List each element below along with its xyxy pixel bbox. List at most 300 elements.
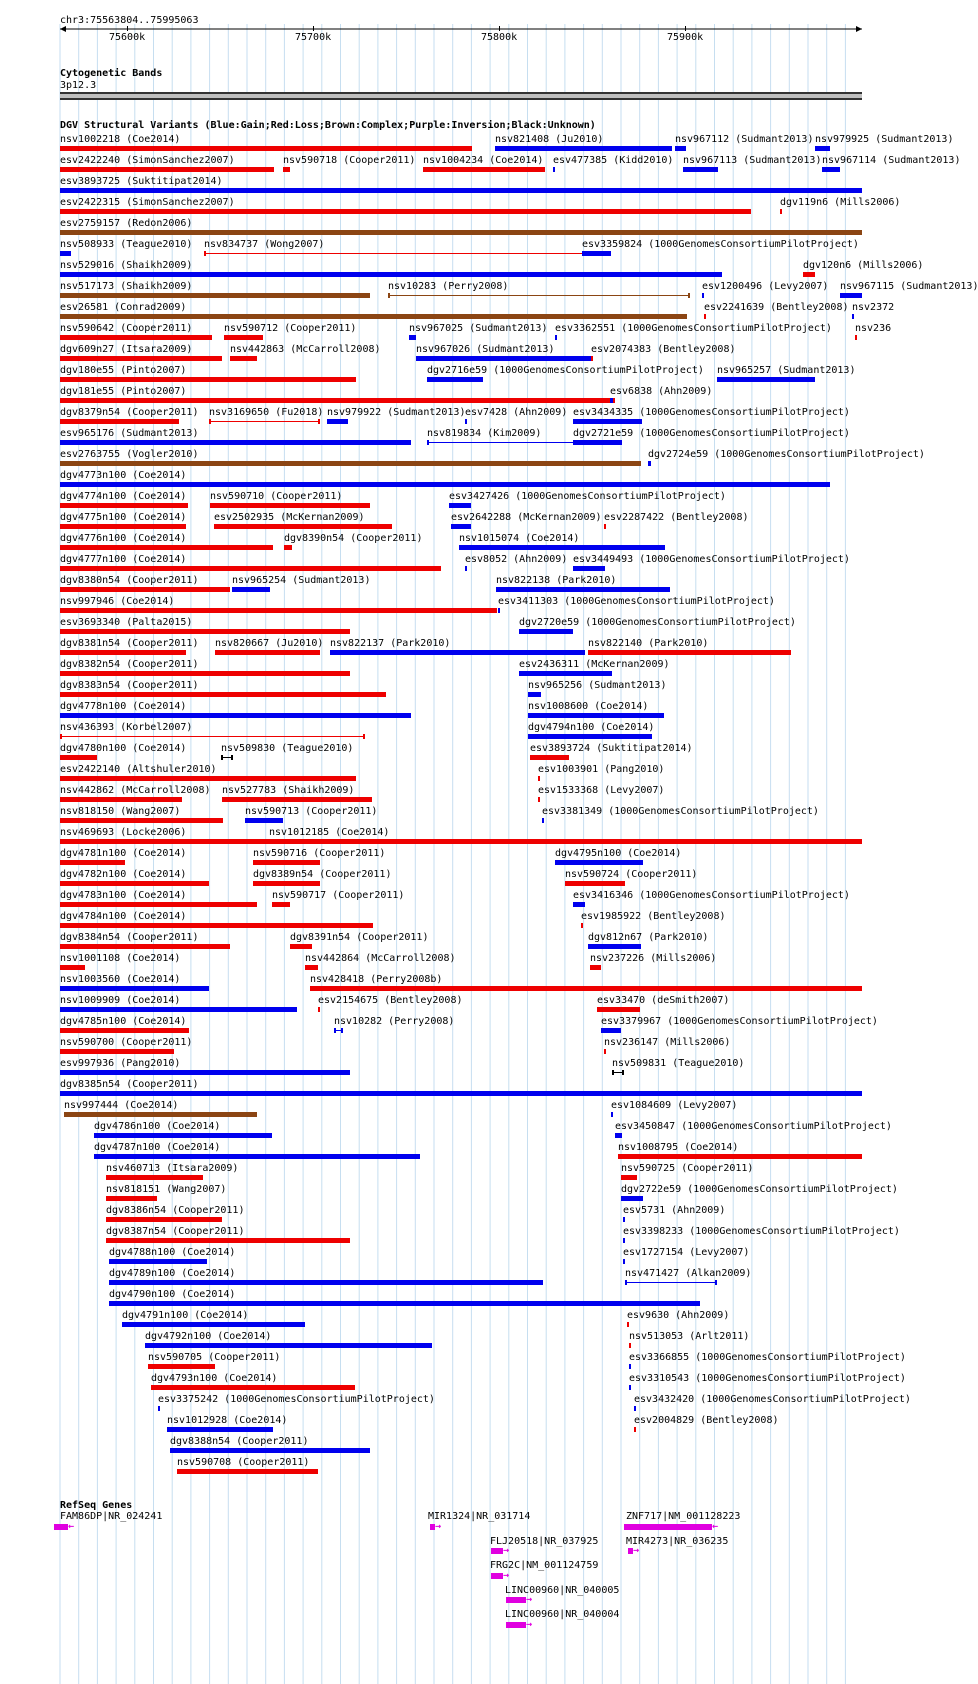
- variant-bar[interactable]: [60, 818, 223, 823]
- variant-bar[interactable]: [60, 146, 472, 151]
- gene-model[interactable]: [491, 1573, 503, 1579]
- variant-label[interactable]: esv3434335 (1000GenomesConsortiumPilotProject): [573, 407, 850, 418]
- variant-label[interactable]: esv2502935 (McKernan2009): [214, 512, 365, 523]
- variant-bar[interactable]: [60, 398, 615, 403]
- variant-label[interactable]: dgv2721e59 (1000GenomesConsortiumPilotProject): [573, 428, 850, 439]
- variant-bar[interactable]: [604, 1049, 606, 1054]
- variant-label[interactable]: dgv8388n54 (Cooper2011): [170, 1436, 309, 1447]
- variant-bar[interactable]: [60, 587, 230, 592]
- variant-label[interactable]: nsv1008795 (Coe2014): [618, 1142, 739, 1153]
- variant-label[interactable]: nsv590712 (Cooper2011): [224, 323, 357, 334]
- variant-label[interactable]: dgv8384n54 (Cooper2011): [60, 932, 199, 943]
- variant-bar[interactable]: [60, 209, 751, 214]
- variant-label[interactable]: dgv4781n100 (Coe2014): [60, 848, 187, 859]
- variant-bar[interactable]: [629, 1364, 631, 1369]
- variant-label[interactable]: esv3416346 (1000GenomesConsortiumPilotProject): [573, 890, 850, 901]
- variant-label[interactable]: dgv4793n100 (Coe2014): [151, 1373, 278, 1384]
- variant-bar[interactable]: [253, 860, 320, 865]
- variant-label[interactable]: dgv4782n100 (Coe2014): [60, 869, 187, 880]
- variant-bar[interactable]: [60, 230, 862, 235]
- variant-bar[interactable]: [621, 1175, 637, 1180]
- variant-bar[interactable]: [60, 335, 212, 340]
- variant-bar[interactable]: [318, 1007, 320, 1012]
- variant-bar[interactable]: [60, 1070, 350, 1075]
- variant-bar[interactable]: [60, 965, 85, 970]
- variant-label[interactable]: esv2422240 (SimonSanchez2007): [60, 155, 235, 166]
- variant-label[interactable]: nsv967026 (Sudmant2013): [416, 344, 555, 355]
- variant-label[interactable]: nsv822137 (Park2010): [330, 638, 451, 649]
- variant-label[interactable]: esv5731 (Ahn2009): [623, 1205, 726, 1216]
- variant-label[interactable]: esv3449493 (1000GenomesConsortiumPilotProject): [573, 554, 850, 565]
- variant-bar[interactable]: [60, 629, 350, 634]
- variant-bar[interactable]: [604, 524, 606, 529]
- variant-label[interactable]: nsv509830 (Teague2010): [221, 743, 354, 754]
- variant-bar[interactable]: [623, 1238, 625, 1243]
- variant-bar[interactable]: [528, 734, 652, 739]
- variant-label[interactable]: nsv820667 (Ju2010): [215, 638, 324, 649]
- variant-label[interactable]: dgv8382n54 (Cooper2011): [60, 659, 199, 670]
- variant-bar[interactable]: [167, 1427, 273, 1432]
- variant-label[interactable]: dgv4784n100 (Coe2014): [60, 911, 187, 922]
- variant-label[interactable]: nsv979922 (Sudmant2013): [327, 407, 466, 418]
- variant-bar[interactable]: [310, 986, 862, 991]
- variant-label[interactable]: esv9630 (Ahn2009): [627, 1310, 730, 1321]
- variant-label[interactable]: esv8052 (Ahn2009): [465, 554, 568, 565]
- variant-bar[interactable]: [423, 167, 545, 172]
- variant-bar[interactable]: [528, 692, 541, 697]
- variant-label[interactable]: dgv8386n54 (Cooper2011): [106, 1205, 245, 1216]
- variant-label[interactable]: dgv4774n100 (Coe2014): [60, 491, 187, 502]
- variant-bar[interactable]: [388, 295, 690, 296]
- variant-label[interactable]: nsv997444 (Coe2014): [64, 1100, 179, 1111]
- variant-label[interactable]: dgv4795n100 (Coe2014): [555, 848, 682, 859]
- variant-label[interactable]: nsv2372: [852, 302, 895, 313]
- variant-bar[interactable]: [538, 776, 540, 781]
- variant-label[interactable]: nsv1001108 (Coe2014): [60, 953, 181, 964]
- variant-label[interactable]: nsv509831 (Teague2010): [612, 1058, 745, 1069]
- variant-bar[interactable]: [209, 421, 320, 422]
- gene-label[interactable]: LINC00960|NR_040004: [505, 1609, 620, 1620]
- variant-bar[interactable]: [60, 167, 274, 172]
- variant-label[interactable]: esv2422140 (Altshuler2010): [60, 764, 217, 775]
- variant-label[interactable]: dgv8383n54 (Cooper2011): [60, 680, 199, 691]
- variant-label[interactable]: nsv965256 (Sudmant2013): [528, 680, 667, 691]
- variant-label[interactable]: nsv10283 (Perry2008): [388, 281, 509, 292]
- variant-bar[interactable]: [610, 398, 613, 403]
- variant-bar[interactable]: [106, 1175, 203, 1180]
- variant-label[interactable]: dgv812n67 (Park2010): [588, 932, 709, 943]
- variant-bar[interactable]: [530, 755, 569, 760]
- variant-label[interactable]: dgv2724e59 (1000GenomesConsortiumPilotProject): [648, 449, 925, 460]
- variant-label[interactable]: nsv590700 (Cooper2011): [60, 1037, 193, 1048]
- variant-label[interactable]: esv3893724 (Suktitipat2014): [530, 743, 693, 754]
- variant-label[interactable]: nsv1012928 (Coe2014): [167, 1415, 288, 1426]
- variant-label[interactable]: esv997936 (Pang2010): [60, 1058, 181, 1069]
- variant-bar[interactable]: [621, 1196, 643, 1201]
- variant-label[interactable]: nsv1015074 (Coe2014): [459, 533, 580, 544]
- variant-label[interactable]: esv3359824 (1000GenomesConsortiumPilotProject): [582, 239, 859, 250]
- variant-label[interactable]: nsv967115 (Sudmant2013): [840, 281, 978, 292]
- variant-bar[interactable]: [170, 1448, 370, 1453]
- variant-label[interactable]: esv6838 (Ahn2009): [610, 386, 713, 397]
- variant-bar[interactable]: [232, 587, 270, 592]
- cytoband-bar[interactable]: [60, 92, 862, 100]
- variant-label[interactable]: dgv4777n100 (Coe2014): [60, 554, 187, 565]
- variant-label[interactable]: nsv979925 (Sudmant2013): [815, 134, 954, 145]
- gene-model[interactable]: [624, 1524, 712, 1530]
- variant-bar[interactable]: [519, 671, 612, 676]
- variant-bar[interactable]: [573, 902, 585, 907]
- variant-bar[interactable]: [60, 461, 641, 466]
- variant-bar[interactable]: [60, 524, 186, 529]
- variant-bar[interactable]: [60, 860, 125, 865]
- variant-label[interactable]: esv3375242 (1000GenomesConsortiumPilotProject): [158, 1394, 435, 1405]
- variant-label[interactable]: nsv965257 (Sudmant2013): [717, 365, 856, 376]
- variant-bar[interactable]: [449, 503, 471, 508]
- variant-label[interactable]: nsv428418 (Perry2008b): [310, 974, 443, 985]
- variant-label[interactable]: dgv8390n54 (Cooper2011): [284, 533, 423, 544]
- variant-label[interactable]: nsv965254 (Sudmant2013): [232, 575, 371, 586]
- variant-label[interactable]: dgv8379n54 (Cooper2011): [60, 407, 199, 418]
- variant-bar[interactable]: [623, 1259, 625, 1264]
- variant-label[interactable]: esv3366855 (1000GenomesConsortiumPilotProject): [629, 1352, 906, 1363]
- variant-label[interactable]: nsv460713 (Itsara2009): [106, 1163, 239, 1174]
- variant-bar[interactable]: [253, 881, 320, 886]
- variant-bar[interactable]: [60, 272, 722, 277]
- variant-label[interactable]: esv2004829 (Bentley2008): [634, 1415, 779, 1426]
- variant-bar[interactable]: [597, 1007, 640, 1012]
- variant-label[interactable]: dgv4780n100 (Coe2014): [60, 743, 187, 754]
- variant-bar[interactable]: [94, 1133, 272, 1138]
- variant-bar[interactable]: [60, 1091, 862, 1096]
- variant-bar[interactable]: [204, 253, 584, 254]
- variant-bar[interactable]: [538, 797, 540, 802]
- variant-bar[interactable]: [330, 650, 585, 655]
- variant-bar[interactable]: [409, 335, 416, 340]
- variant-bar[interactable]: [214, 524, 392, 529]
- variant-label[interactable]: esv3432420 (1000GenomesConsortiumPilotProject): [634, 1394, 911, 1405]
- variant-label[interactable]: nsv821408 (Ju2010): [495, 134, 604, 145]
- variant-bar[interactable]: [582, 251, 611, 256]
- variant-bar[interactable]: [224, 335, 263, 340]
- variant-label[interactable]: esv3427426 (1000GenomesConsortiumPilotProject): [449, 491, 726, 502]
- variant-bar[interactable]: [109, 1301, 700, 1306]
- variant-label[interactable]: dgv4783n100 (Coe2014): [60, 890, 187, 901]
- variant-bar[interactable]: [623, 1217, 625, 1222]
- variant-bar[interactable]: [94, 1154, 420, 1159]
- variant-label[interactable]: nsv1008600 (Coe2014): [528, 701, 649, 712]
- variant-bar[interactable]: [245, 818, 283, 823]
- variant-label[interactable]: esv1200496 (Levy2007): [702, 281, 829, 292]
- variant-bar[interactable]: [272, 902, 290, 907]
- variant-label[interactable]: dgv4791n100 (Coe2014): [122, 1310, 249, 1321]
- variant-label[interactable]: nsv967114 (Sudmant2013): [822, 155, 961, 166]
- variant-label[interactable]: nsv508933 (Teague2010): [60, 239, 193, 250]
- variant-bar[interactable]: [555, 860, 643, 865]
- variant-bar[interactable]: [573, 566, 605, 571]
- variant-label[interactable]: esv2154675 (Bentley2008): [318, 995, 463, 1006]
- variant-label[interactable]: esv3411303 (1000GenomesConsortiumPilotProject): [498, 596, 775, 607]
- variant-label[interactable]: nsv997946 (Coe2014): [60, 596, 175, 607]
- variant-bar[interactable]: [495, 146, 672, 151]
- variant-label[interactable]: nsv590642 (Cooper2011): [60, 323, 193, 334]
- gene-label[interactable]: LINC00960|NR_040005: [505, 1585, 620, 1596]
- variant-label[interactable]: nsv1003560 (Coe2014): [60, 974, 181, 985]
- variant-label[interactable]: dgv4794n100 (Coe2014): [528, 722, 655, 733]
- variant-bar[interactable]: [588, 650, 791, 655]
- variant-bar[interactable]: [702, 293, 704, 298]
- variant-label[interactable]: dgv2720e59 (1000GenomesConsortiumPilotProject): [519, 617, 796, 628]
- variant-bar[interactable]: [60, 419, 179, 424]
- variant-bar[interactable]: [145, 1343, 432, 1348]
- variant-bar[interactable]: [629, 1385, 631, 1390]
- variant-label[interactable]: esv7428 (Ahn2009): [465, 407, 568, 418]
- variant-label[interactable]: nsv1002218 (Coe2014): [60, 134, 181, 145]
- variant-bar[interactable]: [60, 797, 182, 802]
- variant-bar[interactable]: [519, 629, 573, 634]
- variant-bar[interactable]: [60, 755, 97, 760]
- variant-label[interactable]: dgv120n6 (Mills2006): [803, 260, 924, 271]
- variant-label[interactable]: nsv967025 (Sudmant2013): [409, 323, 548, 334]
- variant-label[interactable]: nsv517173 (Shaikh2009): [60, 281, 193, 292]
- variant-bar[interactable]: [283, 167, 290, 172]
- variant-label[interactable]: dgv609n27 (Itsara2009): [60, 344, 193, 355]
- variant-label[interactable]: esv1084609 (Levy2007): [611, 1100, 738, 1111]
- variant-bar[interactable]: [106, 1217, 222, 1222]
- variant-label[interactable]: dgv8385n54 (Cooper2011): [60, 1079, 199, 1090]
- variant-bar[interactable]: [284, 545, 292, 550]
- variant-bar[interactable]: [60, 671, 350, 676]
- variant-bar[interactable]: [60, 545, 273, 550]
- variant-label[interactable]: nsv819834 (Kim2009): [427, 428, 542, 439]
- variant-bar[interactable]: [683, 167, 718, 172]
- variant-label[interactable]: esv3310543 (1000GenomesConsortiumPilotProject): [629, 1373, 906, 1384]
- variant-bar[interactable]: [542, 818, 544, 823]
- variant-bar[interactable]: [588, 944, 641, 949]
- variant-bar[interactable]: [615, 1133, 622, 1138]
- variant-label[interactable]: dgv4776n100 (Coe2014): [60, 533, 187, 544]
- variant-bar[interactable]: [60, 713, 411, 718]
- variant-bar[interactable]: [151, 1385, 355, 1390]
- gene-model[interactable]: [506, 1622, 526, 1628]
- variant-bar[interactable]: [675, 146, 686, 151]
- variant-bar[interactable]: [634, 1427, 636, 1432]
- variant-label[interactable]: dgv4789n100 (Coe2014): [109, 1268, 236, 1279]
- variant-label[interactable]: nsv1009909 (Coe2014): [60, 995, 181, 1006]
- variant-label[interactable]: dgv4786n100 (Coe2014): [94, 1121, 221, 1132]
- variant-label[interactable]: nsv590724 (Cooper2011): [565, 869, 698, 880]
- variant-bar[interactable]: [60, 902, 257, 907]
- variant-bar[interactable]: [840, 293, 862, 298]
- variant-label[interactable]: esv3693340 (Palta2015): [60, 617, 193, 628]
- variant-label[interactable]: nsv590717 (Cooper2011): [272, 890, 405, 901]
- variant-label[interactable]: esv2436311 (McKernan2009): [519, 659, 670, 670]
- variant-bar[interactable]: [815, 146, 830, 151]
- variant-label[interactable]: dgv119n6 (Mills2006): [780, 197, 901, 208]
- variant-label[interactable]: nsv436393 (Korbel2007): [60, 722, 193, 733]
- gene-model[interactable]: [506, 1597, 526, 1603]
- variant-label[interactable]: nsv442863 (McCarroll2008): [230, 344, 381, 355]
- variant-bar[interactable]: [528, 713, 664, 718]
- variant-bar[interactable]: [496, 587, 670, 592]
- variant-bar[interactable]: [327, 419, 348, 424]
- variant-bar[interactable]: [803, 272, 815, 277]
- variant-bar[interactable]: [611, 1112, 613, 1117]
- variant-label[interactable]: dgv180e55 (Pinto2007): [60, 365, 187, 376]
- variant-bar[interactable]: [465, 566, 467, 571]
- variant-bar[interactable]: [553, 167, 555, 172]
- variant-bar[interactable]: [498, 608, 500, 613]
- variant-label[interactable]: nsv513053 (Arlt2011): [629, 1331, 750, 1342]
- variant-label[interactable]: dgv4785n100 (Coe2014): [60, 1016, 187, 1027]
- variant-bar[interactable]: [269, 839, 271, 844]
- variant-label[interactable]: dgv4788n100 (Coe2014): [109, 1247, 236, 1258]
- variant-label[interactable]: esv965176 (Sudmant2013): [60, 428, 199, 439]
- variant-bar[interactable]: [106, 1196, 157, 1201]
- variant-bar[interactable]: [60, 566, 441, 571]
- variant-label[interactable]: esv2241639 (Bentley2008): [704, 302, 849, 313]
- variant-bar[interactable]: [648, 461, 651, 466]
- variant-label[interactable]: nsv442864 (McCarroll2008): [305, 953, 456, 964]
- gene-label[interactable]: FRG2C|NM_001124759: [490, 1560, 599, 1571]
- variant-bar[interactable]: [60, 986, 209, 991]
- variant-label[interactable]: dgv8380n54 (Cooper2011): [60, 575, 199, 586]
- variant-label[interactable]: nsv590710 (Cooper2011): [210, 491, 343, 502]
- variant-bar[interactable]: [60, 356, 222, 361]
- variant-bar[interactable]: [210, 503, 370, 508]
- gene-label[interactable]: ZNF717|NM_001128223: [626, 1511, 741, 1522]
- variant-label[interactable]: nsv471427 (Alkan2009): [625, 1268, 752, 1279]
- variant-label[interactable]: dgv8387n54 (Cooper2011): [106, 1226, 245, 1237]
- variant-label[interactable]: esv2759157 (Redon2006): [60, 218, 193, 229]
- variant-bar[interactable]: [60, 188, 862, 193]
- variant-label[interactable]: esv3381349 (1000GenomesConsortiumPilotProject): [542, 806, 819, 817]
- variant-bar[interactable]: [634, 1406, 636, 1411]
- variant-label[interactable]: esv2074383 (Bentley2008): [591, 344, 736, 355]
- variant-label[interactable]: nsv236: [855, 323, 892, 334]
- variant-label[interactable]: nsv442862 (McCarroll2008): [60, 785, 211, 796]
- variant-bar[interactable]: [60, 839, 862, 844]
- variant-label[interactable]: dgv4792n100 (Coe2014): [145, 1331, 272, 1342]
- variant-bar[interactable]: [290, 944, 312, 949]
- variant-label[interactable]: nsv10282 (Perry2008): [334, 1016, 455, 1027]
- variant-bar[interactable]: [222, 797, 372, 802]
- variant-label[interactable]: esv3398233 (1000GenomesConsortiumPilotProject): [623, 1226, 900, 1237]
- variant-bar[interactable]: [451, 524, 471, 529]
- variant-label[interactable]: esv1727154 (Levy2007): [623, 1247, 750, 1258]
- variant-bar[interactable]: [230, 356, 257, 361]
- variant-bar[interactable]: [60, 377, 356, 382]
- variant-label[interactable]: nsv590708 (Cooper2011): [177, 1457, 310, 1468]
- variant-label[interactable]: dgv8389n54 (Cooper2011): [253, 869, 392, 880]
- variant-label[interactable]: dgv2716e59 (1000GenomesConsortiumPilotProject): [427, 365, 704, 376]
- variant-bar[interactable]: [601, 1028, 621, 1033]
- variant-label[interactable]: nsv237226 (Mills2006): [590, 953, 717, 964]
- variant-bar[interactable]: [109, 1259, 207, 1264]
- gene-label[interactable]: MIR4273|NR_036235: [626, 1536, 729, 1547]
- variant-bar[interactable]: [64, 1112, 257, 1117]
- variant-label[interactable]: nsv3169650 (Fu2018): [209, 407, 324, 418]
- variant-label[interactable]: dgv4790n100 (Coe2014): [109, 1289, 236, 1300]
- variant-label[interactable]: esv2642288 (McKernan2009): [451, 512, 602, 523]
- variant-label[interactable]: nsv967112 (Sudmant2013): [675, 134, 814, 145]
- variant-label[interactable]: dgv4773n100 (Coe2014): [60, 470, 187, 481]
- variant-bar[interactable]: [148, 1364, 215, 1369]
- variant-label[interactable]: esv3362551 (1000GenomesConsortiumPilotProject): [555, 323, 832, 334]
- variant-bar[interactable]: [60, 440, 411, 445]
- variant-bar[interactable]: [60, 251, 71, 256]
- variant-bar[interactable]: [177, 1469, 318, 1474]
- variant-bar[interactable]: [555, 335, 557, 340]
- variant-label[interactable]: esv2422315 (SimonSanchez2007): [60, 197, 235, 208]
- gene-model[interactable]: [491, 1548, 503, 1554]
- variant-bar[interactable]: [122, 1322, 305, 1327]
- variant-bar[interactable]: [627, 1322, 629, 1327]
- variant-label[interactable]: esv26581 (Conrad2009): [60, 302, 187, 313]
- variant-label[interactable]: esv2287422 (Bentley2008): [604, 512, 749, 523]
- variant-label[interactable]: esv1003901 (Pang2010): [538, 764, 665, 775]
- variant-bar[interactable]: [573, 440, 621, 445]
- variant-bar[interactable]: [60, 944, 230, 949]
- variant-bar[interactable]: [625, 1282, 717, 1283]
- variant-label[interactable]: nsv469693 (Locke2006): [60, 827, 187, 838]
- variant-label[interactable]: dgv4787n100 (Coe2014): [94, 1142, 221, 1153]
- variant-label[interactable]: nsv527783 (Shaikh2009): [222, 785, 355, 796]
- variant-label[interactable]: dgv181e55 (Pinto2007): [60, 386, 187, 397]
- variant-label[interactable]: nsv818150 (Wang2007): [60, 806, 181, 817]
- variant-bar[interactable]: [60, 503, 188, 508]
- variant-bar[interactable]: [618, 1154, 862, 1159]
- variant-bar[interactable]: [60, 736, 365, 737]
- variant-bar[interactable]: [704, 314, 706, 319]
- variant-bar[interactable]: [590, 965, 601, 970]
- variant-bar[interactable]: [459, 545, 665, 550]
- variant-label[interactable]: nsv590713 (Cooper2011): [245, 806, 378, 817]
- variant-label[interactable]: esv477385 (Kidd2010): [553, 155, 674, 166]
- variant-label[interactable]: nsv834737 (Wong2007): [204, 239, 325, 250]
- variant-bar[interactable]: [60, 1028, 189, 1033]
- variant-bar[interactable]: [822, 167, 840, 172]
- variant-label[interactable]: dgv2722e59 (1000GenomesConsortiumPilotProject): [621, 1184, 898, 1195]
- variant-bar[interactable]: [60, 881, 209, 886]
- variant-label[interactable]: nsv822138 (Park2010): [496, 575, 617, 586]
- variant-bar[interactable]: [60, 776, 356, 781]
- variant-bar[interactable]: [60, 482, 830, 487]
- gene-label[interactable]: FLJ20518|NR_037925: [490, 1536, 599, 1547]
- variant-label[interactable]: esv1985922 (Bentley2008): [581, 911, 726, 922]
- variant-bar[interactable]: [416, 356, 593, 361]
- variant-label[interactable]: dgv8391n54 (Cooper2011): [290, 932, 429, 943]
- variant-label[interactable]: nsv236147 (Mills2006): [604, 1037, 731, 1048]
- variant-label[interactable]: nsv967113 (Sudmant2013): [683, 155, 822, 166]
- variant-bar[interactable]: [465, 419, 467, 424]
- variant-bar[interactable]: [106, 1238, 350, 1243]
- variant-bar[interactable]: [60, 692, 386, 697]
- variant-bar[interactable]: [60, 1049, 174, 1054]
- variant-bar[interactable]: [158, 1406, 160, 1411]
- variant-label[interactable]: esv3450847 (1000GenomesConsortiumPilotProject): [615, 1121, 892, 1132]
- variant-label[interactable]: nsv822140 (Park2010): [588, 638, 709, 649]
- variant-bar[interactable]: [109, 1280, 543, 1285]
- variant-bar[interactable]: [60, 608, 497, 613]
- variant-label[interactable]: nsv529016 (Shaikh2009): [60, 260, 193, 271]
- variant-bar[interactable]: [573, 419, 642, 424]
- gene-label[interactable]: FAM86DP|NR_024241: [60, 1511, 163, 1522]
- variant-bar[interactable]: [780, 209, 782, 214]
- gene-label[interactable]: MIR1324|NR_031714: [428, 1511, 531, 1522]
- variant-bar[interactable]: [60, 314, 687, 319]
- variant-label[interactable]: dgv4775n100 (Coe2014): [60, 512, 187, 523]
